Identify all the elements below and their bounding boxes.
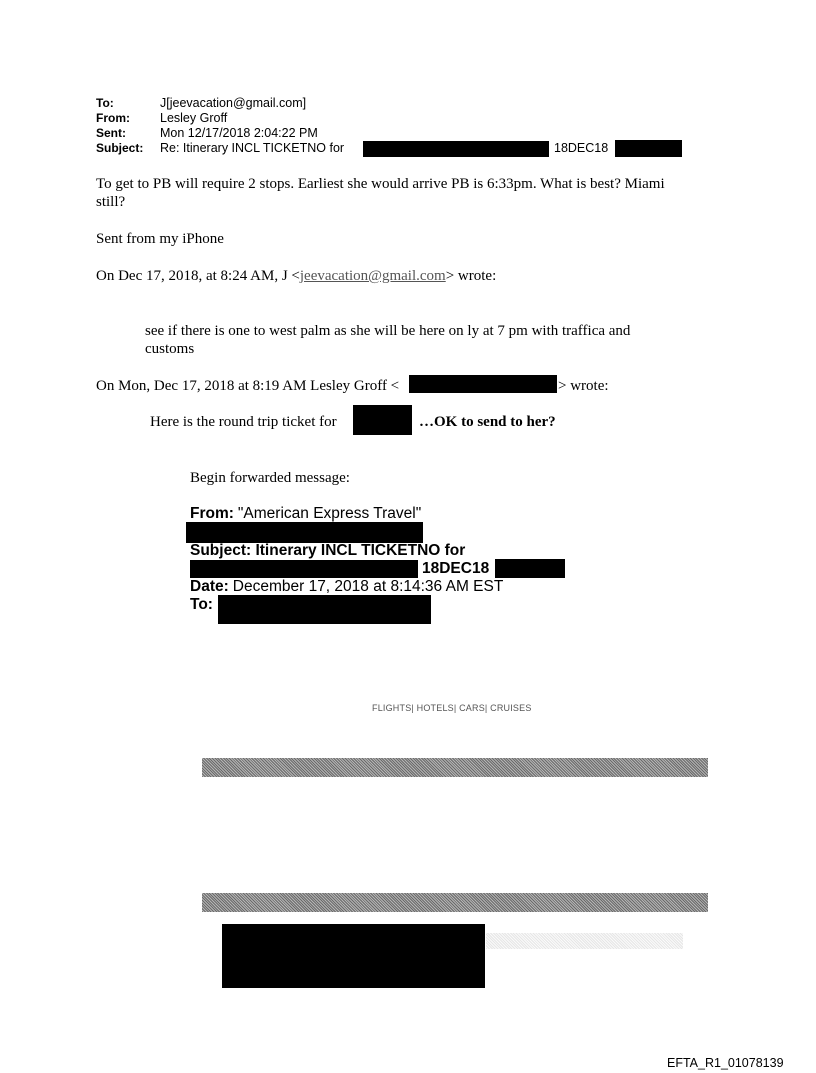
quote-intro-text: On Dec 17, 2018, at 8:24 AM, J < <box>96 268 300 284</box>
subject-label: Subject: <box>96 141 144 155</box>
message-line: still? <box>96 194 126 210</box>
redaction-block <box>190 560 418 578</box>
quote-intro: On Mon, Dec 17, 2018 at 8:19 AM Lesley Groff < <box>96 378 400 394</box>
travel-nav: FLIGHTS| HOTELS| CARS| CRUISES <box>372 703 532 713</box>
forward-from <box>190 505 421 523</box>
from-label: From: <box>96 111 130 125</box>
forward-date <box>190 578 503 596</box>
redaction-block <box>363 141 549 157</box>
subject-value: Re: Itinerary INCL TICKETNO for <box>160 141 345 155</box>
forward-from-label: From: <box>190 505 234 522</box>
faint-band <box>486 933 683 949</box>
subject-date: 18DEC18 <box>554 141 609 155</box>
redaction-block <box>186 522 423 543</box>
redaction-block <box>409 375 557 393</box>
quote-intro <box>96 267 496 285</box>
quote-body-line: see if there is one to west palm as she will be here on ly at 7 pm with traffica and <box>145 323 631 339</box>
from-value: Lesley Groff <box>160 111 228 125</box>
forward-intro: Begin forwarded message: <box>190 470 350 486</box>
redaction-block <box>218 595 431 624</box>
hatched-banner <box>202 758 708 777</box>
sent-label: Sent: <box>96 126 126 140</box>
to-label: To: <box>96 96 114 110</box>
email-link[interactable]: jeevacation@gmail.com <box>299 268 446 284</box>
redaction-block <box>222 924 485 988</box>
forward-date-label: Date: <box>190 578 229 595</box>
hatched-banner <box>202 893 708 912</box>
forward-subject: Subject: Itinerary INCL TICKETNO for <box>190 542 466 559</box>
message-line: To get to PB will require 2 stops. Earliest she would arrive PB is 6:33pm. What is best? Miami <box>96 176 665 192</box>
forward-subject-date: 18DEC18 <box>422 560 490 577</box>
redaction-block <box>615 140 682 157</box>
quote-intro-text: > wrote: <box>445 268 497 284</box>
forward-to-label: To: <box>190 596 213 613</box>
to-value: J[jeevacation@gmail.com] <box>160 96 307 110</box>
redaction-block <box>495 559 565 578</box>
quote-intro: > wrote: <box>558 378 609 394</box>
quote-body-line: customs <box>145 341 195 357</box>
signature: Sent from my iPhone <box>96 231 224 247</box>
forward-date-value: December 17, 2018 at 8:14:36 AM EST <box>232 578 504 595</box>
quote-body-bold: …OK to send to her? <box>419 414 556 430</box>
quote-body: Here is the round trip ticket for <box>150 414 337 430</box>
redaction-block <box>353 405 412 435</box>
sent-value: Mon 12/17/2018 2:04:22 PM <box>160 126 318 140</box>
document-id: EFTA_R1_01078139 <box>667 1056 784 1070</box>
forward-from-value: "American Express Travel" <box>237 505 422 522</box>
